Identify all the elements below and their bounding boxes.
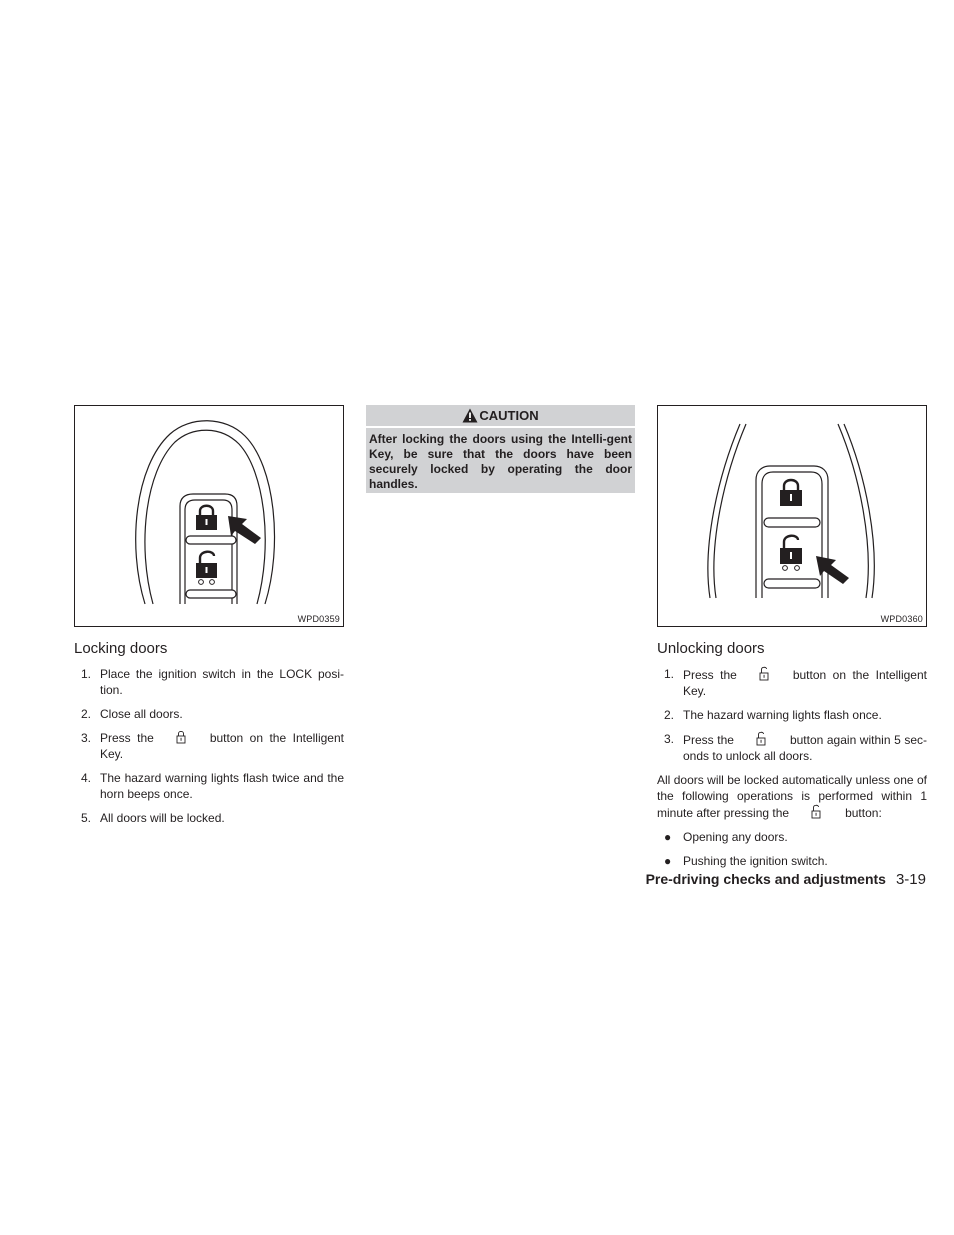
unlock-button-icon xyxy=(780,536,802,571)
figure-code: WPD0359 xyxy=(297,614,340,624)
auto-lock-paragraph: All doors will be locked automatically unless one of the following operations is performed within 1 minute after pressing the button: xyxy=(657,773,927,820)
page-number: 3-19 xyxy=(895,871,926,888)
lock-button-icon xyxy=(196,506,217,530)
unlock-icon xyxy=(805,804,827,818)
caution-heading: CAUTION xyxy=(366,405,635,428)
warning-triangle-icon xyxy=(462,408,478,423)
middle-column xyxy=(366,405,635,493)
intelligent-key-unlock-illustration xyxy=(658,406,926,626)
operation-bullets xyxy=(657,829,927,869)
unlock-icon xyxy=(753,666,775,680)
figure-unlocking-key xyxy=(657,405,927,627)
caution-box xyxy=(366,405,635,493)
unlock-button-icon xyxy=(196,552,217,585)
section-name: Pre-driving checks and adjustments xyxy=(645,871,886,887)
left-column xyxy=(74,405,344,834)
locking-steps xyxy=(74,666,344,826)
list-item: 2. The hazard warning lights flash once. xyxy=(664,708,882,722)
list-item: ● Opening any doors. xyxy=(664,830,788,844)
list-item: ● Pushing the ignition switch. xyxy=(664,854,828,868)
caution-text: After locking the doors using the Intelli-gent Key, be sure that the doors have been securely locked by operating the door handles. xyxy=(369,432,632,491)
list-item: 5. All doors will be locked. xyxy=(81,811,225,825)
list-item: 4. The hazard warning lights flash twice and the horn beeps once. xyxy=(81,771,344,801)
figure-locking-key xyxy=(74,405,344,627)
intelligent-key-lock-illustration xyxy=(75,406,343,626)
page-footer xyxy=(646,871,926,888)
right-column xyxy=(657,405,927,877)
list-item: 3. Press the button on the Intelligent Key. xyxy=(81,731,344,761)
section-title-locking: Locking doors xyxy=(74,640,168,657)
arrow-pointer xyxy=(816,556,849,584)
lock-icon xyxy=(170,730,192,744)
list-item: 2. Close all doors. xyxy=(81,707,183,721)
list-item: 3. Press the button again within 5 sec-onds to unlock all doors. xyxy=(664,732,927,763)
figure-code: WPD0360 xyxy=(880,614,923,624)
list-item: 1. Press the button on the Intelligent Key. xyxy=(664,667,927,698)
lock-button-icon xyxy=(780,480,802,506)
list-item: 1. Place the ignition switch in the LOCK posi-tion. xyxy=(81,667,344,697)
unlocking-steps xyxy=(657,666,927,764)
unlock-icon xyxy=(750,731,772,745)
section-title-unlocking: Unlocking doors xyxy=(657,640,765,657)
